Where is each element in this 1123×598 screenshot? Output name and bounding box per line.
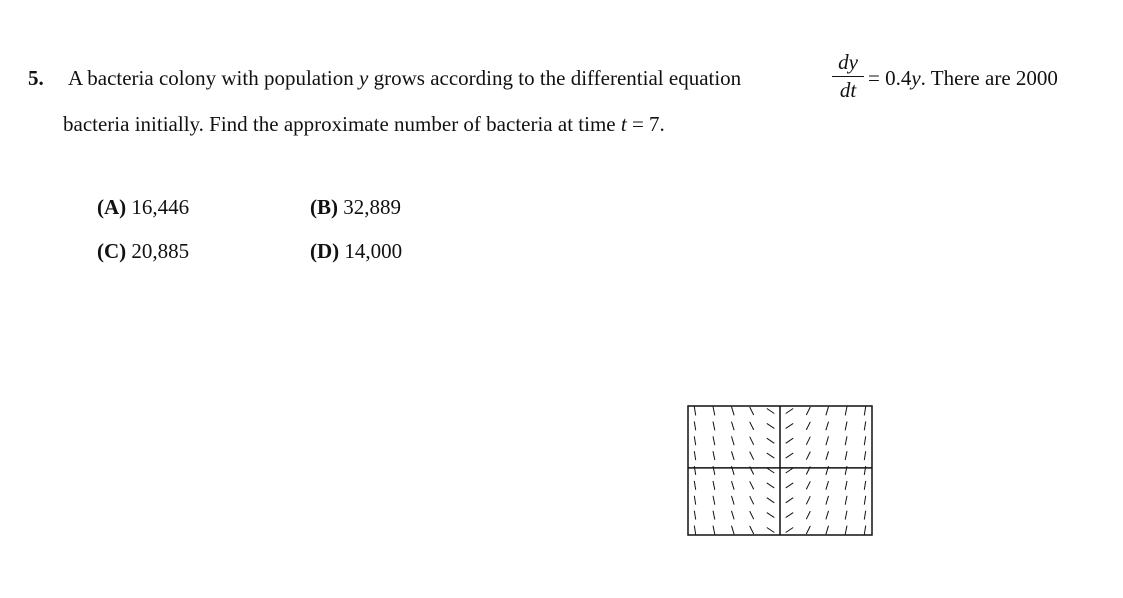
slope-segment-68 — [826, 481, 829, 490]
slope-segment-48 — [786, 453, 794, 458]
question-text-a: A bacteria colony with population — [68, 66, 360, 90]
fraction-bar — [832, 76, 864, 77]
slope-segment-55 — [806, 422, 810, 430]
slope-segment-33 — [750, 496, 754, 504]
slope-segment-29 — [750, 437, 754, 445]
slope-segment-86 — [864, 481, 865, 490]
slope-segment-62 — [806, 526, 810, 534]
question-line-1 — [68, 66, 741, 91]
slope-segment-28 — [750, 422, 754, 430]
variable-y: y — [359, 66, 369, 90]
slope-field-figure — [687, 405, 873, 541]
slope-segment-66 — [826, 451, 829, 460]
slope-segment-27 — [750, 407, 754, 415]
slope-segment-60 — [806, 496, 810, 504]
choice-d-value: 14,000 — [344, 239, 403, 263]
slope-segment-56 — [806, 437, 810, 445]
slope-segment-52 — [786, 513, 794, 518]
slope-segment-47 — [786, 438, 794, 443]
slope-segment-9 — [713, 407, 715, 416]
slope-segment-44 — [767, 528, 775, 533]
equation-rhs — [868, 66, 1058, 91]
fraction-denominator: dt — [839, 78, 857, 102]
slope-segment-12 — [713, 451, 715, 460]
slope-segment-70 — [826, 511, 829, 520]
choice-c-value: 20,885 — [131, 239, 190, 263]
slope-segment-51 — [786, 498, 794, 503]
slope-segment-7 — [694, 511, 695, 520]
fraction-numerator: dy — [838, 50, 858, 74]
slope-segment-15 — [713, 496, 715, 505]
choice-a[interactable] — [97, 195, 189, 220]
variable-t: t — [620, 112, 627, 136]
slope-segment-34 — [750, 511, 754, 519]
slope-segment-81 — [864, 407, 865, 416]
slope-segment-16 — [713, 511, 715, 520]
slope-segment-43 — [767, 513, 775, 518]
slope-segment-39 — [767, 453, 775, 458]
slope-segment-11 — [713, 436, 715, 445]
slope-segment-57 — [806, 452, 810, 460]
equation-rhs-a: = 0.4 — [868, 66, 912, 90]
slope-segment-88 — [864, 511, 865, 520]
question-text-c: bacteria initially. Find the approximate number of bacteria at time — [63, 112, 621, 136]
slope-segment-42 — [767, 498, 775, 503]
slope-segment-1 — [694, 421, 695, 430]
slope-segment-89 — [864, 526, 865, 535]
slope-segment-69 — [826, 496, 829, 505]
slope-segment-74 — [845, 436, 847, 445]
choice-b[interactable] — [310, 195, 401, 220]
slope-segment-6 — [694, 496, 695, 505]
slope-segment-82 — [864, 421, 865, 430]
slope-segment-25 — [732, 511, 735, 520]
slope-segment-75 — [845, 451, 847, 460]
slope-segment-26 — [732, 526, 735, 535]
slope-segment-5 — [694, 481, 695, 490]
slope-segment-64 — [826, 422, 829, 431]
question-number: 5. — [28, 66, 44, 90]
equation-rhs-var: y — [911, 66, 921, 90]
slope-segment-2 — [694, 436, 695, 445]
slope-segment-79 — [845, 511, 847, 520]
choice-b-label: (B) — [310, 195, 338, 219]
slope-segment-40 — [767, 468, 775, 473]
slope-segment-84 — [864, 451, 865, 460]
choice-d-label: (D) — [310, 239, 340, 263]
slope-segment-46 — [786, 423, 794, 428]
slope-segment-78 — [845, 496, 847, 505]
slope-segment-49 — [786, 468, 794, 473]
slope-segment-30 — [750, 452, 754, 460]
slope-segment-17 — [713, 526, 715, 535]
slope-segment-35 — [750, 526, 754, 534]
slope-segment-87 — [864, 496, 865, 505]
slope-segment-59 — [806, 481, 810, 489]
slope-segment-77 — [845, 481, 847, 490]
slope-segment-3 — [694, 451, 695, 460]
slope-segment-19 — [732, 422, 735, 431]
slope-segment-10 — [713, 422, 715, 431]
choice-b-value: 32,889 — [343, 195, 401, 219]
slope-segment-63 — [826, 407, 829, 416]
slope-segment-8 — [694, 526, 695, 535]
slope-segment-65 — [826, 436, 829, 445]
slope-segment-38 — [767, 438, 775, 443]
slope-segment-0 — [694, 407, 695, 416]
question-line-2 — [63, 112, 665, 137]
slope-segment-71 — [826, 526, 829, 535]
slope-segment-72 — [845, 407, 847, 416]
choice-c[interactable] — [97, 239, 189, 264]
slope-segment-61 — [806, 511, 810, 519]
choice-a-label: (A) — [97, 195, 127, 219]
slope-segment-18 — [732, 407, 735, 416]
slope-segment-53 — [786, 528, 794, 533]
choice-d[interactable] — [310, 239, 402, 264]
question-text-d: = 7. — [626, 112, 665, 136]
slope-field-svg — [687, 405, 873, 536]
slope-segment-41 — [767, 483, 775, 488]
slope-segment-37 — [767, 423, 775, 428]
slope-segment-80 — [845, 526, 847, 535]
slope-segment-54 — [806, 407, 810, 415]
slope-segment-83 — [864, 436, 865, 445]
slope-segment-50 — [786, 483, 794, 488]
choice-c-label: (C) — [97, 239, 127, 263]
slope-segment-14 — [713, 481, 715, 490]
slope-segment-32 — [750, 481, 754, 489]
slope-segment-23 — [732, 481, 735, 490]
slope-segment-21 — [732, 451, 735, 460]
slope-segment-36 — [767, 409, 775, 414]
slope-segment-24 — [732, 496, 735, 505]
slope-segment-73 — [845, 422, 847, 431]
equation-rhs-b: . There are 2000 — [920, 66, 1058, 90]
choice-a-value: 16,446 — [131, 195, 190, 219]
slope-segment-45 — [786, 409, 794, 414]
derivative-fraction — [832, 50, 864, 102]
question-text-b: grows according to the differential equation — [368, 66, 742, 90]
slope-segment-20 — [732, 436, 735, 445]
